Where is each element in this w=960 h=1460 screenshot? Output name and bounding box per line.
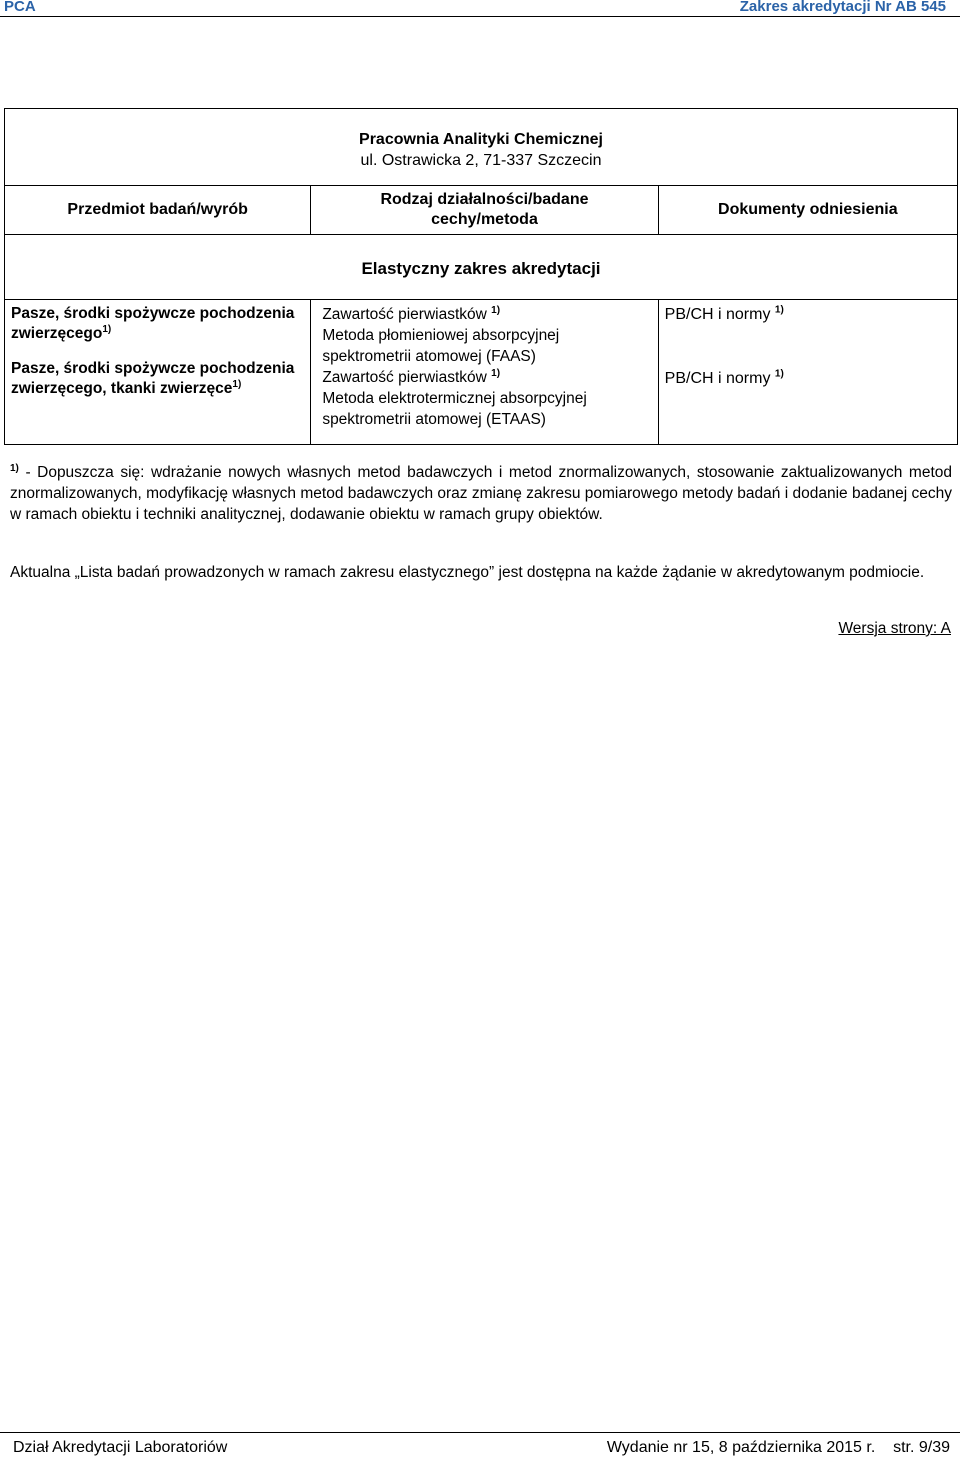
footnote-ref: 1) <box>774 304 784 316</box>
availability-note: Aktualna „Lista badań prowadzonych w ramach zakresu elastycznego” jest dostępna na każde żądanie w akredytowanym podmiocie. <box>10 564 925 581</box>
header-activity <box>311 186 658 235</box>
method-item-1: Zawartość pierwiastków $^{1)}$ Metoda płomieniowej absorpcyjnej spektrometrii atomowej (FAAS) <box>322 304 560 365</box>
subject-item-2: Pasze, środki spożywcze pochodzenia zwierzęcego, tkanki zwierzęce$^{1)}$ <box>11 360 295 397</box>
footnote-mark: 1) <box>10 462 19 474</box>
document-item-1: PB/CH i normy $^{1)}$ <box>664 304 784 323</box>
header-org: PCA <box>4 0 36 15</box>
header-documents: Dokumenty odniesienia <box>658 186 957 235</box>
footer-department: Dział Akredytacji Laboratoriów <box>13 1439 228 1456</box>
footnote-ref: 1) <box>774 368 784 380</box>
flex-scope-title: Elastyczny zakres akredytacji <box>361 259 601 278</box>
header-scope-number: Zakres akredytacji Nr AB 545 <box>739 0 946 15</box>
footnote-ref: 1) <box>102 323 112 335</box>
header-subject: Przedmiot badań/wyrób <box>5 186 311 235</box>
documents-cell <box>658 300 957 445</box>
subject-item-1: Pasze, środki spożywcze pochodzenia zwierzęcego$^{1)}$ <box>11 305 295 342</box>
method-cell <box>311 300 658 445</box>
lab-cell <box>5 109 958 186</box>
header-activity-line1: Rodzaj działalności/badane <box>380 191 589 208</box>
footnote-ref: 1) <box>491 367 501 379</box>
lab-address: ul. Ostrawicka 2, 71-337 Szczecin <box>360 152 602 169</box>
footnote-text: - Dopuszcza się: wdrażanie nowych własnych metod badawczych i metod znormalizowanych, stosowanie zaktualizowanych metod znormalizowanych, modyfikację własnych metod badawczych oraz zmianę zakresu pomiarowego metody badań i dodanie badanej cechy w ramach obiektu i techniki analitycznej, dodawanie obiektu w ramach grupy obiektów. <box>10 464 952 523</box>
footnote <box>10 462 952 525</box>
page-header <box>0 0 960 17</box>
footnote-ref: 1) <box>232 378 242 390</box>
header-activity-line2: cechy/metoda <box>431 211 538 228</box>
page-footer <box>0 1432 960 1460</box>
page-version: Wersja strony: A <box>838 620 951 637</box>
lab-name: Pracownia Analityki Chemicznej <box>359 131 603 148</box>
subject-cell <box>5 300 311 445</box>
method-item-2: Zawartość pierwiastków $^{1)}$ Metoda elektrotermicznej absorpcyjnej spektrometrii atomowej (ETAAS) <box>322 367 587 428</box>
footer-edition: Wydanie nr 15, 8 października 2015 r. str. 9/39 <box>606 1439 950 1456</box>
footnote-ref: 1) <box>491 304 501 316</box>
document-item-2: PB/CH i normy $^{1)}$ <box>664 368 784 387</box>
flex-scope-cell <box>5 235 958 300</box>
scope-table <box>4 108 958 445</box>
